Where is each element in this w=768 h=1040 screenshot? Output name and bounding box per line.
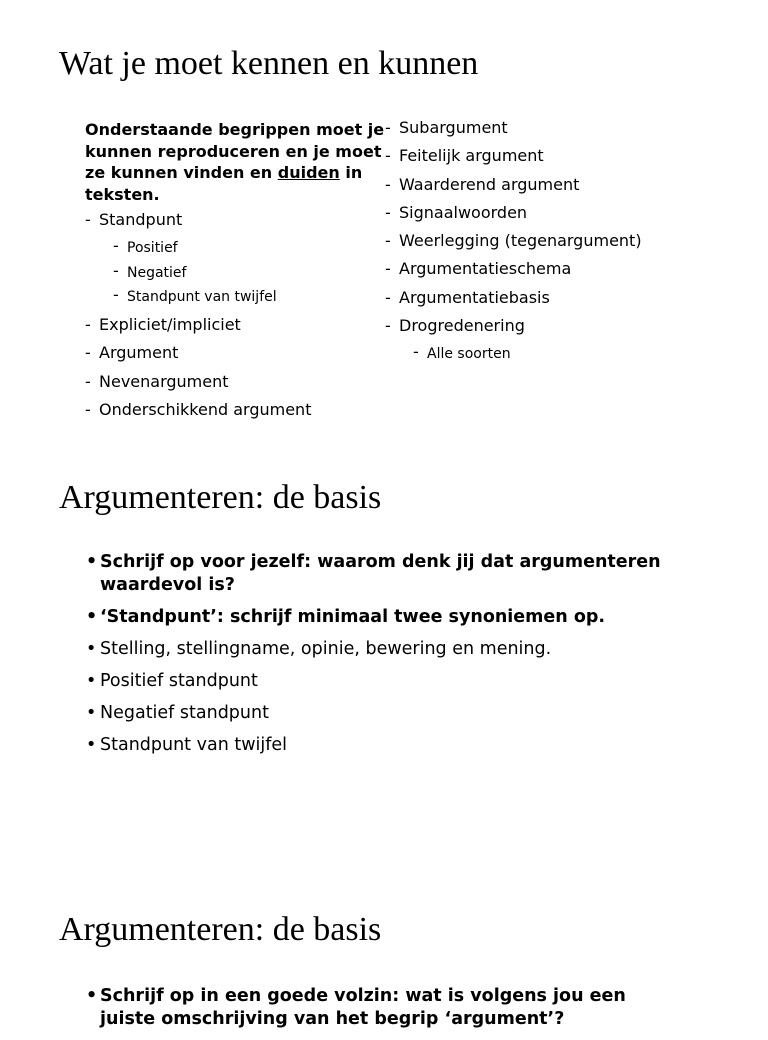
bullet-item: • Positief standpunt [86,670,666,693]
bullet-list-basis-2 [86,985,666,1040]
list-item-standpunt: - Standpunt [85,210,385,238]
list-item-expliciet: - Expliciet/impliciet [85,315,385,343]
left-column [85,119,385,428]
list-item-drogredenering: - Drogredenering [385,316,685,344]
list-item-waarderend: - Waarderend argument [385,175,685,203]
sublist-item-positief: - Positief [113,238,385,262]
list-item-weerlegging: - Weerlegging (tegenargument) [385,231,685,259]
section-title-basis: Argumenteren: de basis [59,479,382,516]
list-item-feitelijk: - Feitelijk argument [385,146,685,174]
section-title-basis-2: Argumenteren: de basis [59,911,382,948]
bullet-item: • Standpunt van twijfel [86,734,666,757]
right-column [385,118,685,369]
list-item-nevenargument: - Nevenargument [85,372,385,400]
bullet-item: • Stelling, stellingname, opinie, bewering en mening. [86,638,666,661]
list-item-argument: - Argument [85,343,385,371]
list-item-subargument: - Subargument [385,118,685,146]
bullet-item: • Schrijf op in een goede volzin: wat is volgens jou een juiste omschrijving van het begrip ‘argument’? [86,985,666,1031]
list-item-signaalwoorden: - Signaalwoorden [385,203,685,231]
intro-text-part: Onderstaande begrippen moet je kunnen reproduceren en je moet ze kunnen vinden en [85,120,385,182]
bullet-list-basis [86,551,666,766]
bullet-item: • Schrijf op voor jezelf: waarom denk jij dat argumenteren waardevol is? [86,551,666,597]
sublist-item-negatief: - Negatief [113,263,385,287]
intro-text [85,119,385,205]
list-item-basis: - Argumentatiebasis [385,288,685,316]
intro-text-end: in teksten. [85,163,363,204]
list-item-schema: - Argumentatieschema [385,259,685,287]
sublist-item-twijfel: - Standpunt van twijfel [113,287,385,311]
list-item-onderschikkend: - Onderschikkend argument [85,400,385,428]
section-title-kennen-kunnen: Wat je moet kennen en kunnen [59,45,479,82]
intro-underlined-word: duiden [277,163,340,182]
bullet-item: • ‘Standpunt’: schrijf minimaal twee synoniemen op. [86,606,666,629]
bullet-item: • Negatief standpunt [86,702,666,725]
sublist-item-alle-soorten: - Alle soorten [413,344,685,368]
